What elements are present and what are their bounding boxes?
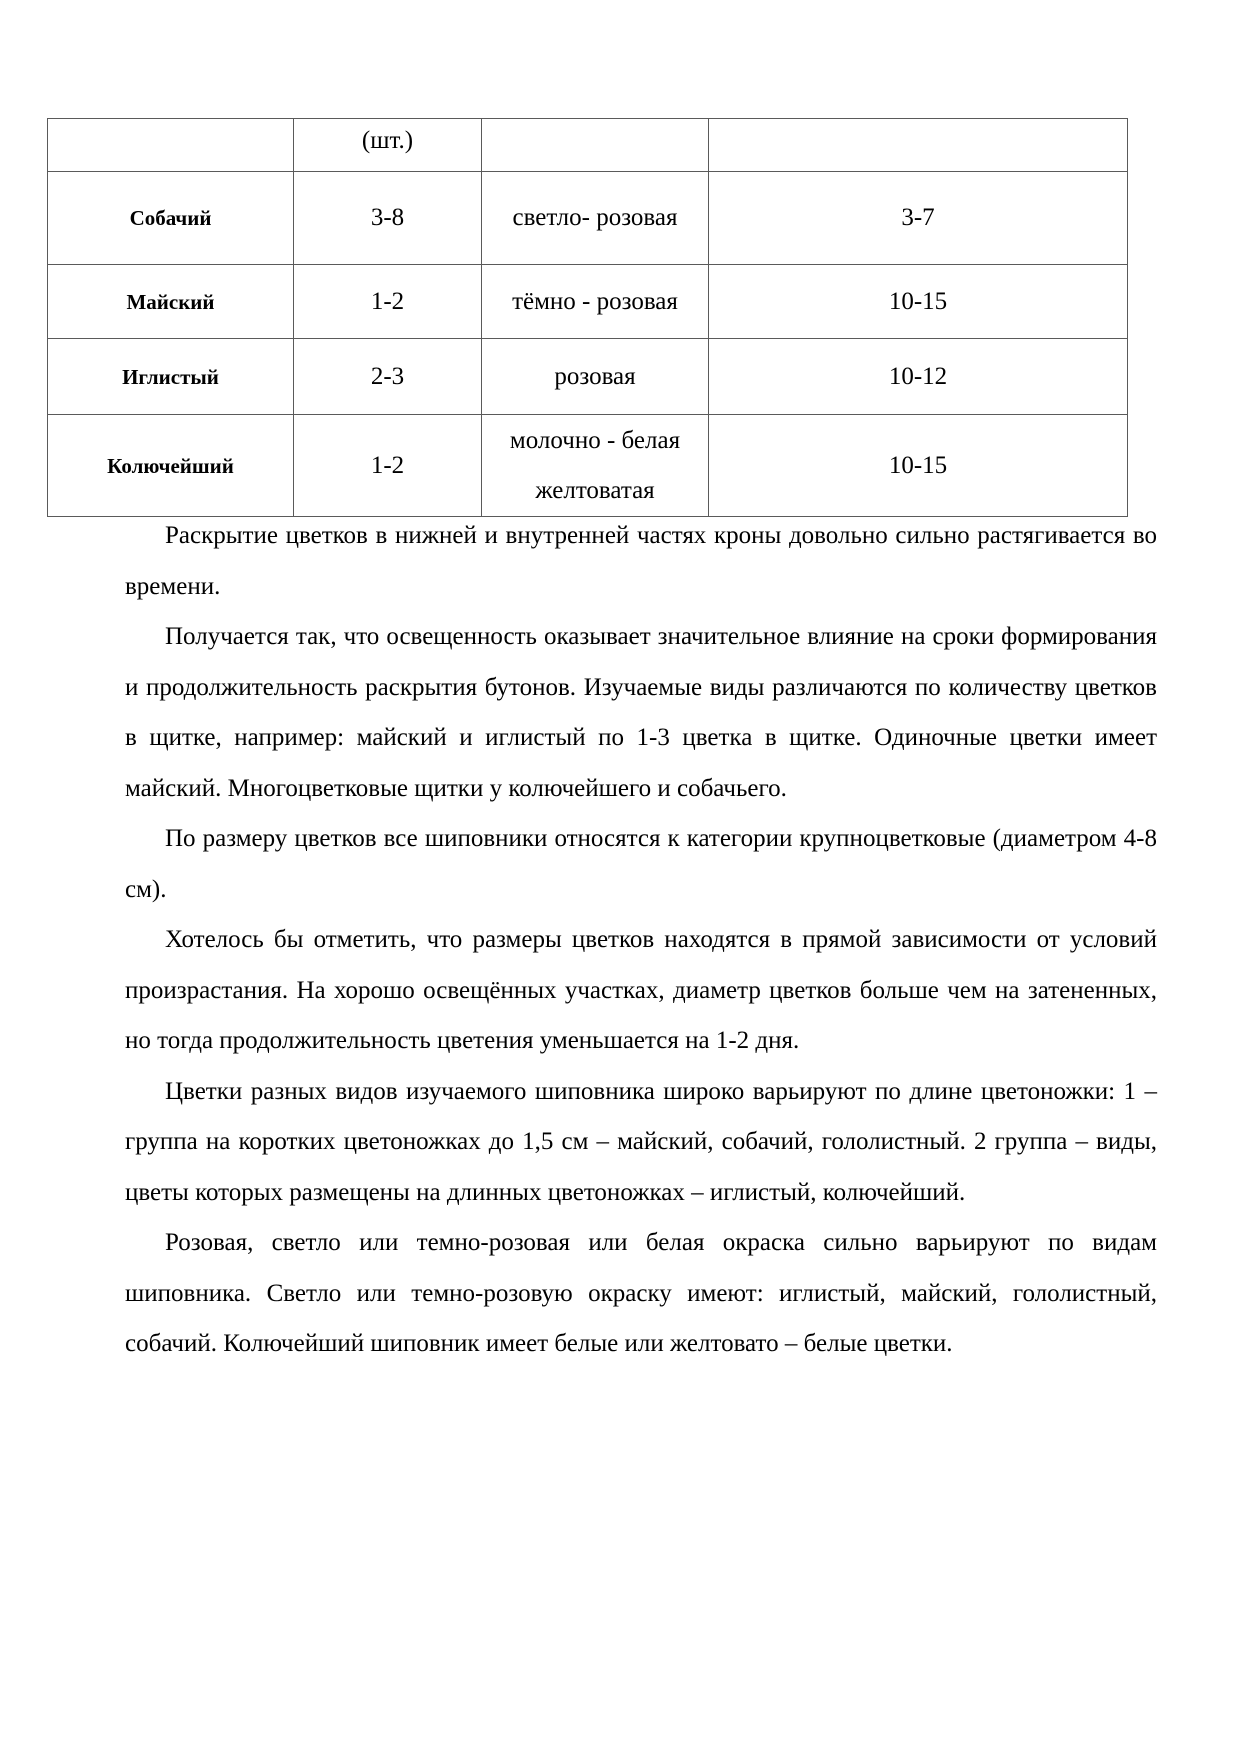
body-text bbox=[125, 511, 1157, 1370]
paragraph: Хотелось бы отметить, что размеры цветков находятся в прямой зависимости от условий произрастания. На хорошо освещённых участках, диаметр цветков больше чем на затененных, но тогда продолжительность цветения уменьшается на 1-2 дня. bbox=[125, 926, 1157, 1054]
table-row bbox=[48, 172, 1128, 265]
flower-count: 2-3 bbox=[294, 339, 482, 415]
flower-color-line1: молочно - белая bbox=[509, 426, 681, 454]
table-header-row bbox=[48, 119, 1128, 172]
paragraph: Раскрытие цветков в нижней и внутренней частях кроны довольно сильно растягивается во времени. bbox=[125, 522, 1157, 600]
paragraph: Цветки разных видов изучаемого шиповника широко варьируют по длине цветоножки: 1 – группа на коротких цветоножках до 1,5 см – майский, собачий, гололистный. 2 группа – виды, цветы которых размещены на длинных цветоножках – иглистый, колючейший. bbox=[125, 1077, 1157, 1206]
header-cell bbox=[709, 119, 1128, 172]
value-cell: 10-15 bbox=[709, 265, 1128, 339]
species-name: Собачий bbox=[48, 172, 294, 265]
value-cell: 3-7 bbox=[709, 172, 1128, 265]
flower-color: розовая bbox=[482, 339, 709, 415]
value-cell: 10-12 bbox=[709, 339, 1128, 415]
value-cell: 10-15 bbox=[709, 415, 1128, 517]
paragraph: Получается так, что освещенность оказывает значительное влияние на сроки формирования и продолжительность раскрытия бутонов. Изучаемые виды различаются по количеству цветков в щитке, например: майский и иглистый по 1-3 цветка в щитке. Одиночные цветки имеет майский. Многоцветковые щитки у колючейшего и собачьего. bbox=[125, 623, 1157, 802]
table-row bbox=[48, 265, 1128, 339]
header-cell bbox=[482, 119, 709, 172]
flower-count: 1-2 bbox=[294, 415, 482, 517]
header-cell bbox=[48, 119, 294, 172]
header-cell-count-unit: (шт.) bbox=[294, 119, 482, 172]
paragraph: По размеру цветков все шиповники относятся к категории крупноцветковые (диаметром 4-8 см). bbox=[125, 825, 1157, 903]
species-name: Майский bbox=[48, 265, 294, 339]
table-row bbox=[48, 339, 1128, 415]
flower-color bbox=[482, 415, 709, 517]
rosehip-species-table bbox=[47, 118, 1128, 517]
flower-color: тёмно - розовая bbox=[482, 265, 709, 339]
flower-count: 1-2 bbox=[294, 265, 482, 339]
flower-count: 3-8 bbox=[294, 172, 482, 265]
paragraph: Розовая, светло или темно-розовая или белая окраска сильно варьируют по видам шиповника. Светло или темно-розовую окраску имеют: иглистый, майский, гололистный, собачий. Колючейший шиповник имеет белые или желтовато – белые цветки. bbox=[125, 1229, 1157, 1357]
flower-color-line2: желтоватая bbox=[535, 476, 655, 504]
flower-color: светло- розовая bbox=[482, 172, 709, 265]
species-name: Колючейший bbox=[48, 415, 294, 517]
table-row bbox=[48, 415, 1128, 517]
species-name: Иглистый bbox=[48, 339, 294, 415]
